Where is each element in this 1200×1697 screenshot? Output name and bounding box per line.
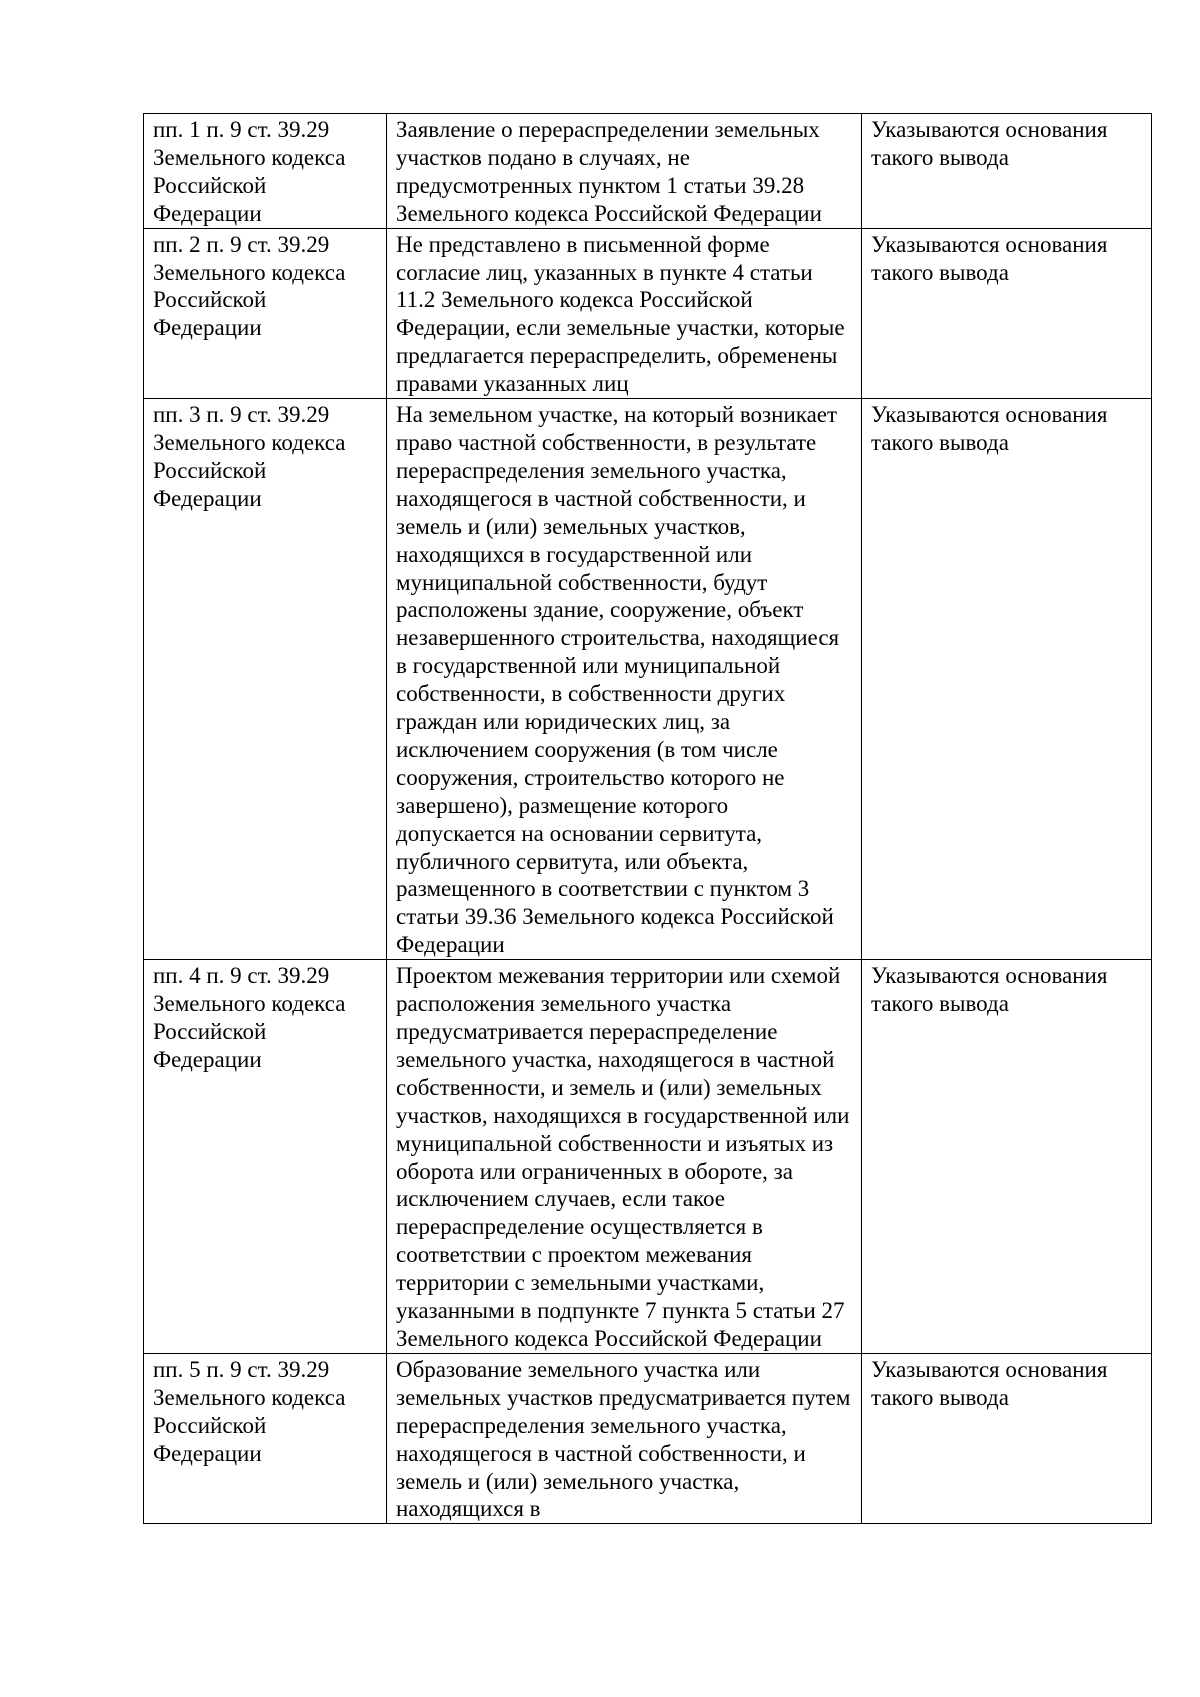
note-text: Указываются основания такого вывода [871,231,1108,285]
table-row [144,960,1152,1354]
note-cell [862,114,1152,229]
ground-text: Заявление о перераспределении земельных участков подано в случаях, не предусмотренных пунктом 1 статьи 39.28 Земельного кодекса Российской Федерации [396,117,822,226]
reference-cell [144,960,387,1354]
note-text: Указываются основания такого вывода [871,963,1108,1017]
note-cell [862,228,1152,398]
reference-text: пп. 3 п. 9 ст. 39.29 Земельного кодекса Российской Федерации [153,402,346,511]
table-row [144,114,1152,229]
reference-text: пп. 2 п. 9 ст. 39.29 Земельного кодекса Российской Федерации [153,231,346,341]
note-cell [862,1353,1152,1523]
table-row [144,228,1152,398]
grounds-table [143,113,1152,1524]
ground-text: Проектом межевания территории или схемой расположения земельного участка предусматривается перераспределение земельного участка, находящегося в частной собственности, и земель и (или) земельных участков, находящихся в государственной или муниципальной собственности и изъятых из оборота или ограниченных в обороте, за исключением случаев, если такое перераспределение осуществляется в соответствии с проектом межевания территории с земельными участками, указанными в подпункте 7 пункта 5 статьи 27 Земельного кодекса Российской Федерации [396,963,850,1351]
ground-cell [387,228,862,398]
ground-cell [387,1353,862,1523]
note-cell [862,399,1152,960]
reference-text: пп. 4 п. 9 ст. 39.29 Земельного кодекса Российской Федерации [153,963,346,1072]
reference-text: пп. 5 п. 9 ст. 39.29 Земельного кодекса Российской Федерации [153,1356,346,1466]
ground-cell [387,399,862,960]
note-text: Указываются основания такого вывода [871,117,1108,170]
ground-cell [387,960,862,1354]
table-row [144,1353,1152,1523]
ground-text: Не представлено в письменной форме согласие лиц, указанных в пункте 4 статьи 11.2 Земельного кодекса Российской Федерации, если земельные участки, которые предлагается перераспределить, обременены правами указанных лиц [396,231,845,397]
reference-cell [144,1353,387,1523]
reference-text: пп. 1 п. 9 ст. 39.29 Земельного кодекса Российской Федерации [153,117,346,226]
table-row [144,399,1152,960]
ground-cell [387,114,862,229]
reference-cell [144,399,387,960]
ground-text: На земельном участке, на который возникает право частной собственности, в результате перераспределения земельного участка, находящегося в частной собственности, и земель и (или) земельных участков, находящихся в государственной или муниципальной собственности, будут расположены здание, сооружение, объект незавершенного строительства, находящиеся в государственной или муниципальной собственности, в собственности других граждан или юридических лиц, за исключением сооружения (в том числе сооружения, строительство которого не завершено), размещение которого допускается на основании сервитута, публичного сервитута, или объекта, размещенного в соответствии с пунктом 3 статьи 39.36 Земельного кодекса Российской Федерации [396,402,840,958]
note-cell [862,960,1152,1354]
reference-cell [144,114,387,229]
note-text: Указываются основания такого вывода [871,402,1108,455]
note-text: Указываются основания такого вывода [871,1356,1108,1410]
reference-cell [144,228,387,398]
ground-text: Образование земельного участка или земельных участков предусматривается путем перераспределения земельного участка, находящегося в частной собственности, и земель и (или) земельного участка, находящихся в [396,1356,851,1522]
